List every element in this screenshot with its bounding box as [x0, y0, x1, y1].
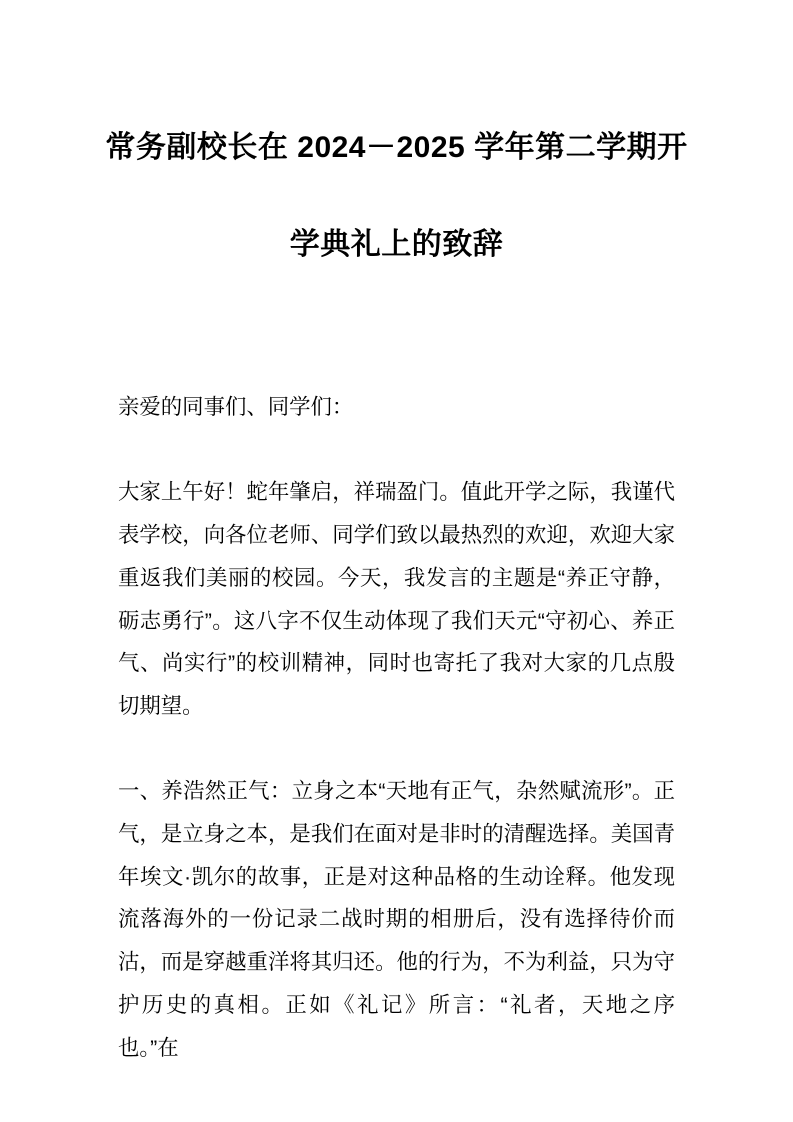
title-line-1: 常务副校长在 2024－2025 学年第二学期开	[105, 131, 688, 164]
title-line-2: 学典礼上的致辞	[289, 228, 504, 261]
body-paragraph-1: 大家上午好！蛇年肇启，祥瑞盈门。值此开学之际，我谨代表学校，向各位老师、同学们致以最热烈的欢迎，欢迎大家重返我们美丽的校园。今天，我发言的主题是“养正守静，砺志勇行”。这八字不仅生动体现了我们天元“守初心、养正气、尚实行”的校训精神，同时也寄托了我对大家的几点殷切期望。	[118, 480, 675, 718]
document-body	[118, 386, 675, 1112]
document-title	[0, 99, 793, 293]
salutation-line: 亲爱的同事们、同学们：	[118, 395, 354, 419]
body-paragraph-2: 一、养浩然正气：立身之本“天地有正气，杂然赋流形”。正气，是立身之本，是我们在面对是非时的清醒选择。美国青年埃文·凯尔的故事，正是对这种品格的生动诠释。他发现流落海外的一份记录二战时期的相册后，没有选择待价而沽，而是穿越重洋将其归还。他的行为，不为利益，只为守护历史的真相。正如《礼记》所言：“礼者，天地之序也。”在	[118, 779, 675, 1060]
